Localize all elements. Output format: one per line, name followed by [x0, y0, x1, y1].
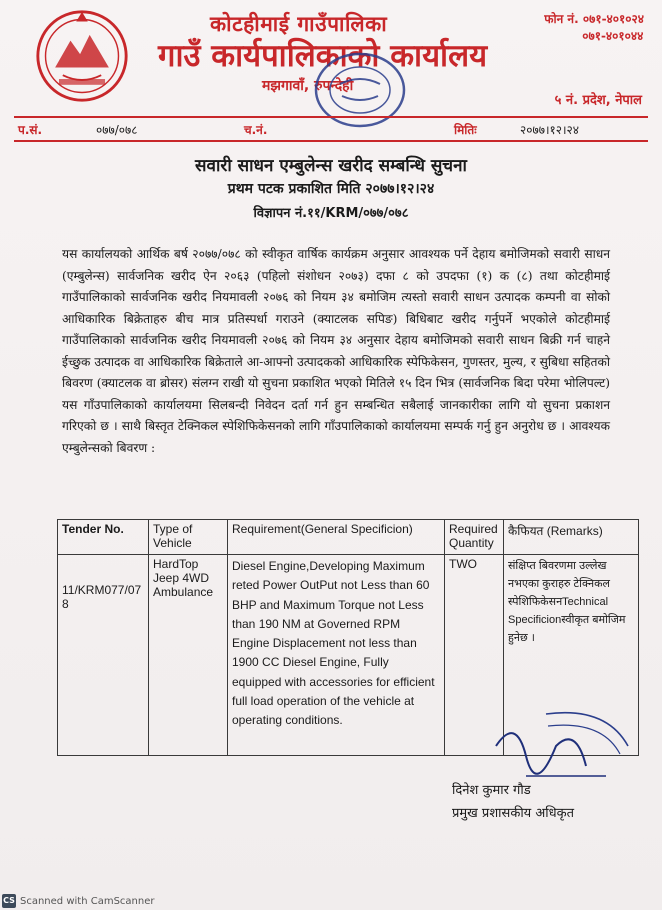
- notice-title: सवारी साधन एम्बुलेन्स खरीद सम्बन्धि सुचना: [195, 156, 467, 176]
- reference-bar: [14, 116, 648, 142]
- date-label: मितिः: [454, 123, 477, 137]
- cell-quantity: TWO: [445, 555, 504, 756]
- office-location: मझगावाँ, रुपन्देही: [262, 78, 354, 94]
- col-requirement: Requirement(General Specificion): [228, 520, 445, 555]
- cell-remarks: संक्षिप्त बिवरणमा उल्लेख नभएका कुराहरु टेक्निकल स्पेशिफिकेसनTechnical Specificionस्वीकृत बमोजिम हुनेछ ।: [504, 555, 639, 756]
- ps-value: ०७७/०७८: [96, 123, 138, 137]
- camscanner-logo-icon: CS: [2, 894, 16, 908]
- municipality-name: कोटहीमाई गाउँपालिका: [210, 12, 388, 36]
- cell-requirement: Diesel Engine,Developing Maximum reted Power OutPut not Less than 60 BHP and Maximum Torque not Less than 190 NM at Governed RPM Engine Displacement not less than 1900 CC Diesel Engine, Fully equipped with accessories for efficient full load operation of the vehicle at operating conditions.: [228, 555, 445, 756]
- province: ५ नं. प्रदेश, नेपाल: [554, 93, 642, 108]
- signatory-name: दिनेश कुमार गौड: [452, 783, 531, 798]
- phone-line-1: [544, 10, 644, 27]
- cn-label: च.नं.: [244, 123, 268, 137]
- col-tender-no: Tender No.: [58, 520, 149, 555]
- signatory-title: प्रमुख प्रशासकीय अधिकृत: [452, 806, 575, 821]
- table-header-row: [58, 520, 639, 555]
- scanner-footer: [2, 894, 155, 908]
- office-name: गाउँ कार्यपालिकाको कार्यालय: [158, 38, 488, 74]
- phone-number-1: ०७१-४०१०२४: [582, 12, 644, 26]
- advertisement-number: विज्ञापन नं.११/KRM/०७७/०७८: [253, 206, 409, 221]
- nepal-emblem-icon: [34, 8, 130, 104]
- col-vehicle-type: Type of Vehicle: [149, 520, 228, 555]
- first-published-date: प्रथम पटक प्रकाशित मिति २०७७।१२।२४: [227, 181, 435, 197]
- col-remarks: कैफियत (Remarks): [504, 520, 639, 555]
- scanner-text: Scanned with CamScanner: [20, 895, 155, 907]
- cell-vehicle-type: HardTop Jeep 4WD Ambulance: [149, 555, 228, 756]
- phone-label: फोन नं.: [544, 12, 579, 26]
- phone-line-2: [544, 27, 644, 44]
- ps-label: प.सं.: [18, 123, 43, 137]
- col-quantity: Required Quantity: [445, 520, 504, 555]
- phone-number-2: ०७१-४०१०४४: [582, 29, 644, 43]
- notice-body: यस कार्यालयको आर्थिक बर्ष २०७७/०७८ को स्वीकृत वार्षिक कार्यक्रम अनुसार आवश्यक पर्ने देहाय बमोजिमको सवारी साधन (एम्बुलेन्स) सार्वजनिक खरीद ऐन २०६३ (पहिलो संशोधन २०७३) दफा ८ को उपदफा (१) क (८) तथा कोटहीमाई गाउँपालिकाको सार्वजनिक खरीद नियमावली २०७६ को नियम ३४ बमोजिम त्यस्तो सवारी साधन उत्पादक कम्पनी वा सोको आधिकारिक बिक्रेताहरु बीच मात्र प्रतिस्पर्धा गराउने (क्याटलक सपिङ) बिधिबाट खरीद गर्नुपर्ने भएकोले कोटहीमाई गाउँपालिकाको सार्वजनिक खरीद नियमावली २०७६ को नियम ३४ अनुसार देहाय बमोजिमको सवारी साधन बिक्री गर्न चाहने ईच्छुक उत्पादक वा आधिकारिक बिक्रेताले आ-आफ्नो उत्पादकको आधिकारिक स्पेफिकेसन, गुणस्तर, मुल्य, र सुबिधा सहितको बिवरण (क्याटलक वा ब्रोसर) संलग्न राखी यो सुचना प्रकाशित भएको मितिले १५ दिन भित्र (सार्वजनिक बिदा परेमा भोलिपल्ट) यस गाँउपालिकाको कार्यालयमा सिलबन्दी निवेदन दर्ता गर्न हुन सम्बन्धित सबैलाई जानकारीका लागि यो सुचना प्रकाशन गरिएको छ । साथै बिस्तृत टेक्निकल स्पेशिफिकेसनको लागि गाँउपालिकाको कार्यालयमा सम्पर्क गर्नु हुन अनुरोध छ । आवश्यक एम्बुलेन्सको बिवरण :: [62, 247, 610, 455]
- phone-block: [544, 10, 644, 44]
- cell-tender-no: 11/KRM077/078: [58, 555, 149, 756]
- date-value: २०७७।१२।२४: [520, 123, 580, 137]
